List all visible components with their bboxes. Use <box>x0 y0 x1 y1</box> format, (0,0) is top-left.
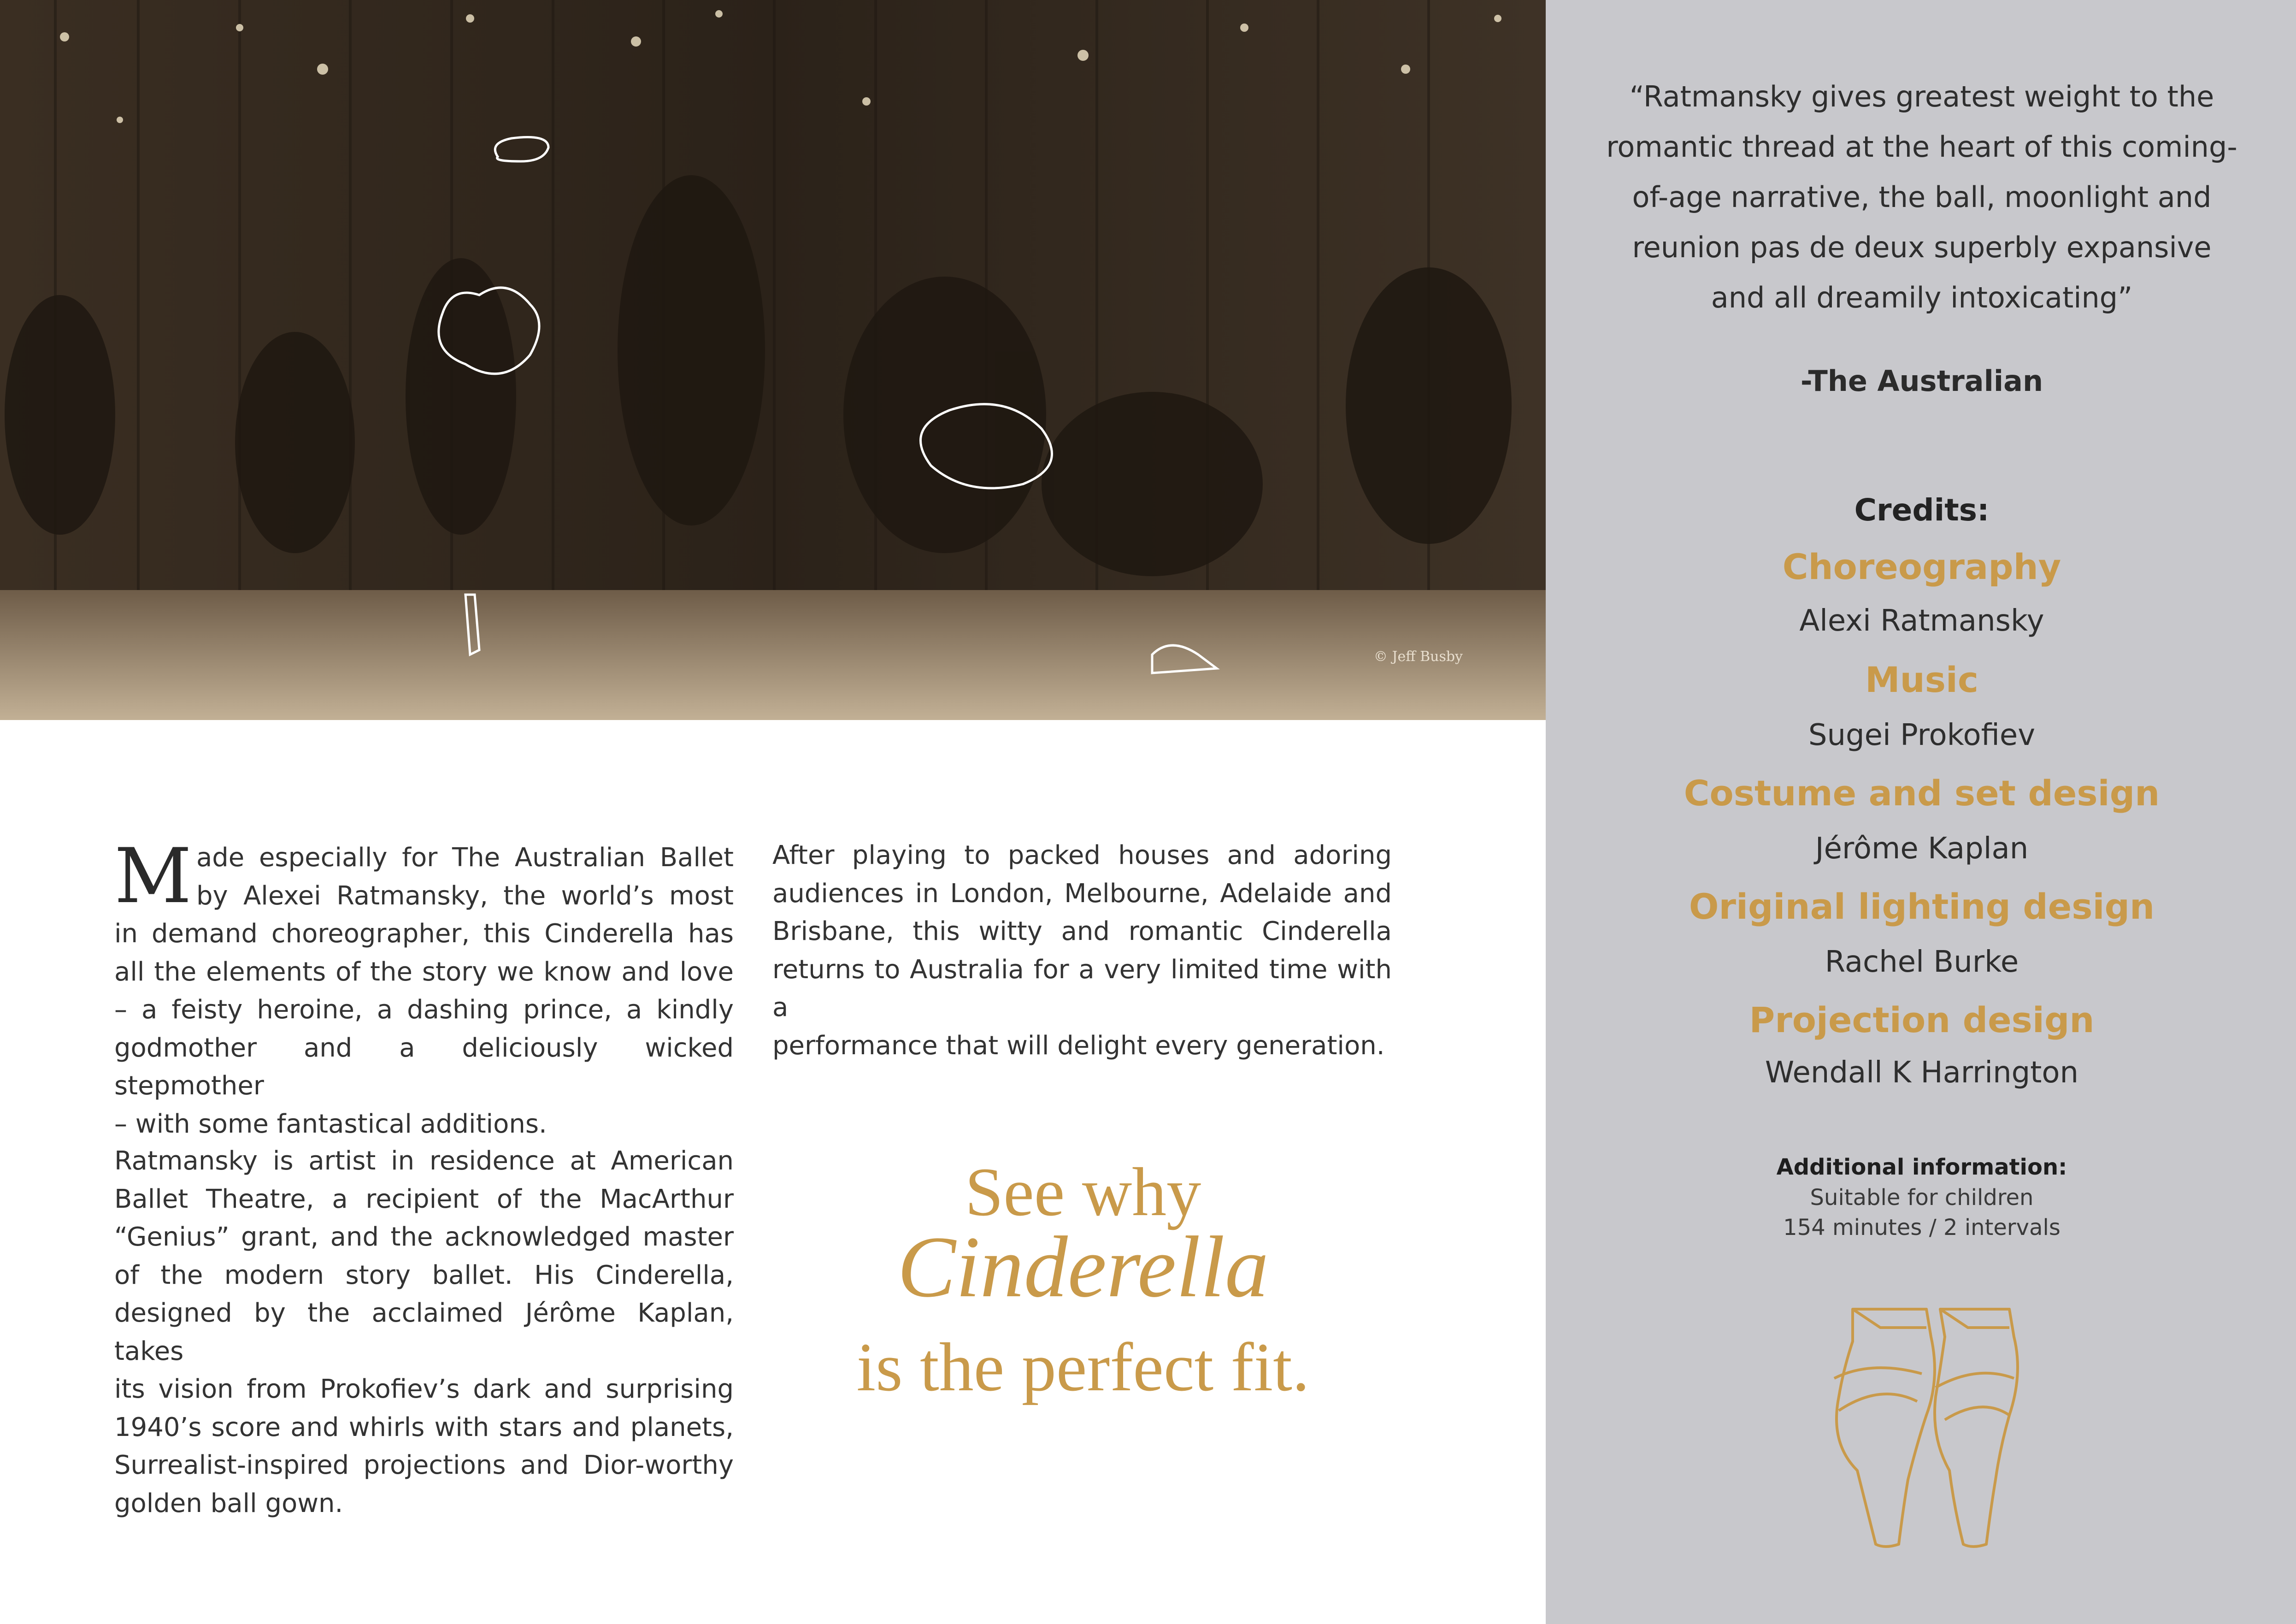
body-line: its vision from Prokofiev’s dark and surprising <box>114 1374 734 1404</box>
tagline-line-1: See why <box>965 1154 1201 1230</box>
body-line: Brisbane, this witty and romantic Cinderella <box>772 916 1392 946</box>
credit-role: Costume and set design <box>1684 773 2160 814</box>
body-line: Ballet Theatre, a recipient of the MacArthur <box>114 1184 734 1214</box>
credit-role: Original lighting design <box>1689 886 2155 927</box>
ballet-shoes-icon <box>1816 1300 2037 1560</box>
body-column-1 <box>114 832 734 1143</box>
credit-name: Wendall K Harrington <box>1765 1056 2079 1090</box>
additional-info-line: 154 minutes / 2 intervals <box>1783 1215 2061 1240</box>
body-line: ade especially for The Australian Ballet <box>196 843 734 873</box>
body-line: all the elements of the story we know and love <box>114 957 734 987</box>
credit-role: Music <box>1865 659 1979 700</box>
body-column-2 <box>772 837 1392 1065</box>
body-line: performance that will delight every generation. <box>772 1030 1385 1061</box>
body-line: Ratmansky is artist in residence at American <box>114 1146 734 1176</box>
credit-name: Rachel Burke <box>1825 945 2019 979</box>
quote-line: of-age narrative, the ball, moonlight and <box>1632 180 2212 214</box>
body-line: Surrealist-inspired projections and Dior-worthy <box>114 1450 734 1480</box>
body-line: returns to Australia for a very limited time with a <box>772 954 1392 1022</box>
review-quote <box>1595 71 2249 323</box>
quote-line: romantic thread at the heart of this coming- <box>1606 130 2237 164</box>
hero-photo <box>0 0 1546 720</box>
photo-credit: © Jeff Busby <box>1373 649 1463 665</box>
quote-line: reunion pas de deux superbly expansive <box>1632 230 2212 264</box>
credit-name: Sugei Prokofiev <box>1808 718 2036 752</box>
credit-name: Jérôme Kaplan <box>1815 832 2029 866</box>
body-line: designed by the acclaimed Jérôme Kaplan, takes <box>114 1298 734 1366</box>
body-line: golden ball gown. <box>114 1488 343 1518</box>
body-column-1-para-2 <box>114 1142 734 1523</box>
additional-info-heading: Additional information: <box>1776 1154 2067 1180</box>
tagline-line-3: is the perfect fit. <box>856 1329 1310 1405</box>
quote-line: “Ratmansky gives greatest weight to the <box>1629 80 2214 113</box>
additional-info-line: Suitable for children <box>1810 1185 2034 1211</box>
credit-role: Projection design <box>1749 999 2095 1040</box>
body-line: in demand choreographer, this Cinderella has <box>114 919 734 949</box>
drop-cap: M <box>114 832 192 920</box>
body-line: by Alexei Ratmansky, the world’s most <box>196 880 734 911</box>
credit-name: Alexi Ratmansky <box>1799 604 2044 638</box>
quote-line: and all dreamily intoxicating” <box>1711 281 2133 314</box>
body-line: 1940’s score and whirls with stars and planets, <box>114 1412 734 1442</box>
ballet-stage-illustration <box>0 0 1546 720</box>
tagline-line-2: Cinderella <box>897 1219 1269 1316</box>
credit-role: Choreography <box>1782 546 2061 587</box>
body-line: – a feisty heroine, a dashing prince, a kindly <box>114 995 734 1025</box>
quote-source: -The Australian <box>1800 364 2043 398</box>
body-line: audiences in London, Melbourne, Adelaide and <box>772 878 1392 909</box>
body-line: “Genius” grant, and the acknowledged master <box>114 1222 734 1252</box>
credits-heading: Credits: <box>1854 492 1990 528</box>
body-line: of the modern story ballet. His Cinderella, <box>114 1260 734 1290</box>
body-line: After playing to packed houses and adoring <box>772 840 1392 870</box>
body-line: godmother and a deliciously wicked stepmother <box>114 1033 734 1101</box>
body-line: – with some fantastical additions. <box>114 1109 547 1139</box>
